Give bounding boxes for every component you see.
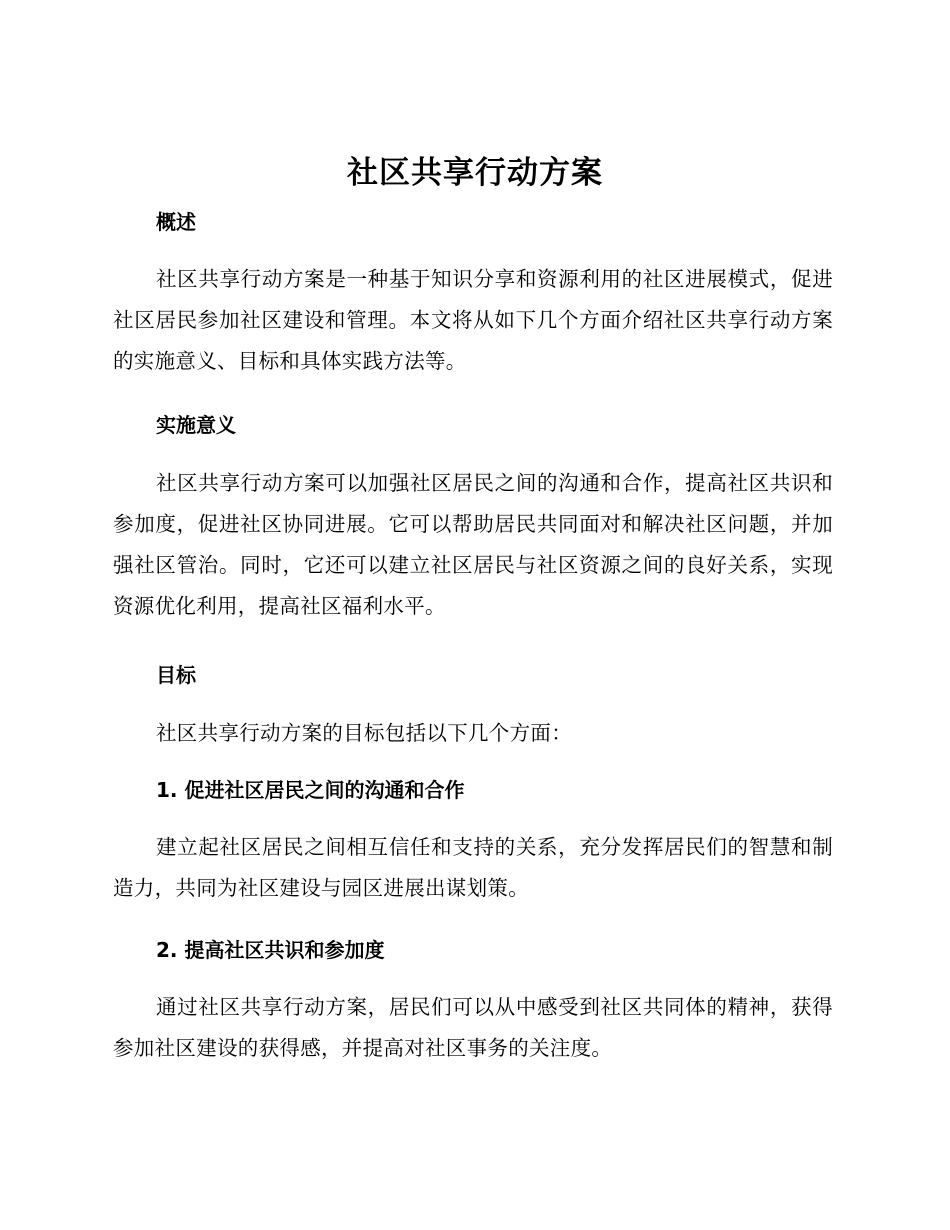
section-heading-goal-2: 2. 提高社区共识和参加度: [156, 938, 385, 962]
section-paragraph-goal-2: 通过社区共享行动方案，居民们可以从中感受到社区共同体的精神，获得参加社区建设的获得感，并提高对社区事务的关注度。: [113, 995, 833, 1060]
section-paragraph-goals: 社区共享行动方案的目标包括以下几个方面：: [156, 721, 572, 745]
section-paragraph-significance: 社区共享行动方案可以加强社区居民之间的沟通和合作，提高社区共识和参加度，促进社区协同进展。它可以帮助居民共同面对和解决社区问题，并加强社区管治。同时，它还可以建立社区居民与社区资源之间的良好关系，实现资源优化利用，提高社区福利水平。: [113, 471, 833, 618]
document-title: 社区共享行动方案: [347, 155, 603, 191]
section-heading-goal-1: 1. 促进社区居民之间的沟通和合作: [156, 778, 465, 802]
section-paragraph-overview: 社区共享行动方案是一种基于知识分享和资源利用的社区进展模式，促进社区居民参加社区建设和管理。本文将从如下几个方面介绍社区共享行动方案的实施意义、目标和具体实践方法等。: [113, 267, 833, 373]
section-paragraph-goal-1: 建立起社区居民之间相互信任和支持的关系，充分发挥居民们的智慧和制造力，共同为社区建设与园区进展出谋划策。: [113, 835, 833, 900]
section-heading-significance: 实施意义: [156, 413, 236, 437]
section-heading-overview: 概述: [156, 210, 196, 234]
section-heading-goals: 目标: [156, 663, 196, 687]
